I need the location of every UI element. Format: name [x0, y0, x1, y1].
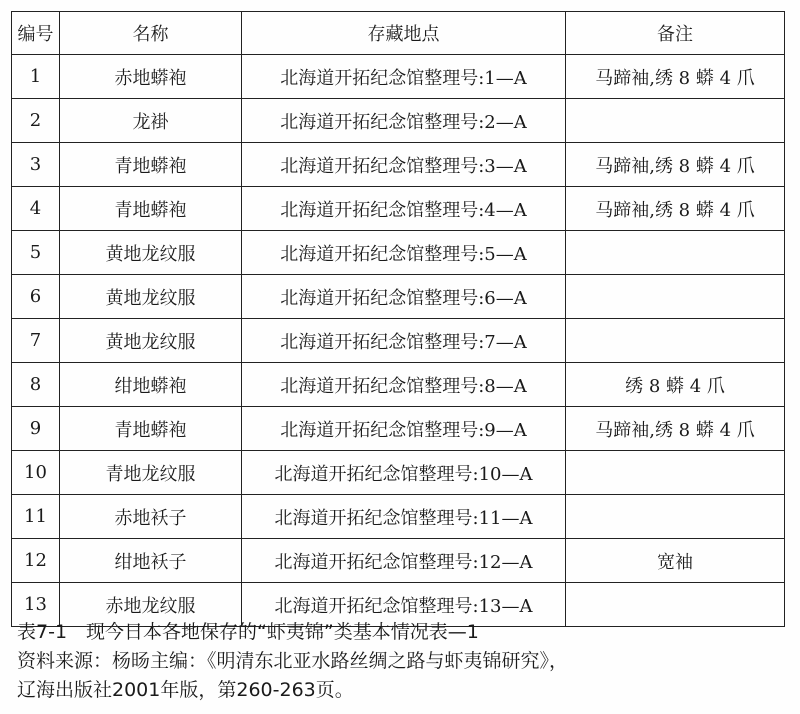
table-caption [17, 618, 787, 705]
cell-location: 北海道开拓纪念馆整理号:12—A [242, 539, 566, 583]
header-number: 编号 [12, 12, 60, 55]
cell-number: 3 [12, 143, 60, 187]
cell-location: 北海道开拓纪念馆整理号:7—A [242, 319, 566, 363]
cell-number: 5 [12, 231, 60, 275]
cell-name: 龙褂 [60, 99, 242, 143]
cell-location: 北海道开拓纪念馆整理号:9—A [242, 407, 566, 451]
table-row [12, 55, 785, 99]
cell-location: 北海道开拓纪念馆整理号:11—A [242, 495, 566, 539]
cell-location: 北海道开拓纪念馆整理号:2—A [242, 99, 566, 143]
table-header-row [12, 12, 785, 55]
cell-number: 6 [12, 275, 60, 319]
table-row [12, 407, 785, 451]
cell-number: 8 [12, 363, 60, 407]
cell-name: 青地蟒袍 [60, 143, 242, 187]
cell-number: 10 [12, 451, 60, 495]
cell-number: 1 [12, 55, 60, 99]
cell-number: 13 [12, 583, 60, 627]
caption-source-continued: 辽海出版社2001年版，第260-263页。 [17, 679, 354, 701]
cell-name: 黄地龙纹服 [60, 231, 242, 275]
cell-name: 青地蟒袍 [60, 187, 242, 231]
cell-number: 9 [12, 407, 60, 451]
cell-remarks: 马蹄袖,绣 8 蟒 4 爪 [566, 55, 785, 99]
cell-remarks: 绣 8 蟒 4 爪 [566, 363, 785, 407]
table-row [12, 143, 785, 187]
cell-location: 北海道开拓纪念馆整理号:5—A [242, 231, 566, 275]
cell-remarks: 马蹄袖,绣 8 蟒 4 爪 [566, 407, 785, 451]
table-row [12, 275, 785, 319]
cell-remarks [566, 231, 785, 275]
table-row [12, 231, 785, 275]
cell-location: 北海道开拓纪念馆整理号:6—A [242, 275, 566, 319]
cell-name: 绀地蟒袍 [60, 363, 242, 407]
cell-name: 青地龙纹服 [60, 451, 242, 495]
table-row [12, 363, 785, 407]
table-row [12, 187, 785, 231]
cell-remarks: 宽袖 [566, 539, 785, 583]
cell-location: 北海道开拓纪念馆整理号:3—A [242, 143, 566, 187]
cell-number: 2 [12, 99, 60, 143]
cell-name: 绀地袄子 [60, 539, 242, 583]
cell-location: 北海道开拓纪念馆整理号:8—A [242, 363, 566, 407]
cell-location: 北海道开拓纪念馆整理号:10—A [242, 451, 566, 495]
table-row [12, 99, 785, 143]
cell-remarks: 马蹄袖,绣 8 蟒 4 爪 [566, 187, 785, 231]
cell-location: 北海道开拓纪念馆整理号:13—A [242, 583, 566, 627]
cell-remarks [566, 451, 785, 495]
cell-number: 7 [12, 319, 60, 363]
header-name: 名称 [60, 12, 242, 55]
table-row [12, 539, 785, 583]
cell-name: 赤地袄子 [60, 495, 242, 539]
cell-number: 11 [12, 495, 60, 539]
cell-name: 黄地龙纹服 [60, 275, 242, 319]
cell-remarks [566, 495, 785, 539]
table-row [12, 451, 785, 495]
cell-remarks [566, 319, 785, 363]
table-row [12, 495, 785, 539]
cell-remarks [566, 99, 785, 143]
cell-name: 赤地蟒袍 [60, 55, 242, 99]
cell-location: 北海道开拓纪念馆整理号:1—A [242, 55, 566, 99]
caption-title: 表7-1 现今日本各地保存的“虾夷锦”类基本情况表—1 [17, 621, 479, 643]
table-row [12, 319, 785, 363]
header-location: 存藏地点 [242, 12, 566, 55]
cell-remarks: 马蹄袖,绣 8 蟒 4 爪 [566, 143, 785, 187]
cell-name: 赤地龙纹服 [60, 583, 242, 627]
header-remarks: 备注 [566, 12, 785, 55]
cell-name: 黄地龙纹服 [60, 319, 242, 363]
cell-location: 北海道开拓纪念馆整理号:4—A [242, 187, 566, 231]
cell-name: 青地蟒袍 [60, 407, 242, 451]
caption-source: 资料来源：杨旸主编：《明清东北亚水路丝绸之路与虾夷锦研究》， [17, 650, 569, 672]
ezo-brocade-table [11, 11, 785, 627]
cell-remarks [566, 275, 785, 319]
cell-number: 4 [12, 187, 60, 231]
cell-number: 12 [12, 539, 60, 583]
